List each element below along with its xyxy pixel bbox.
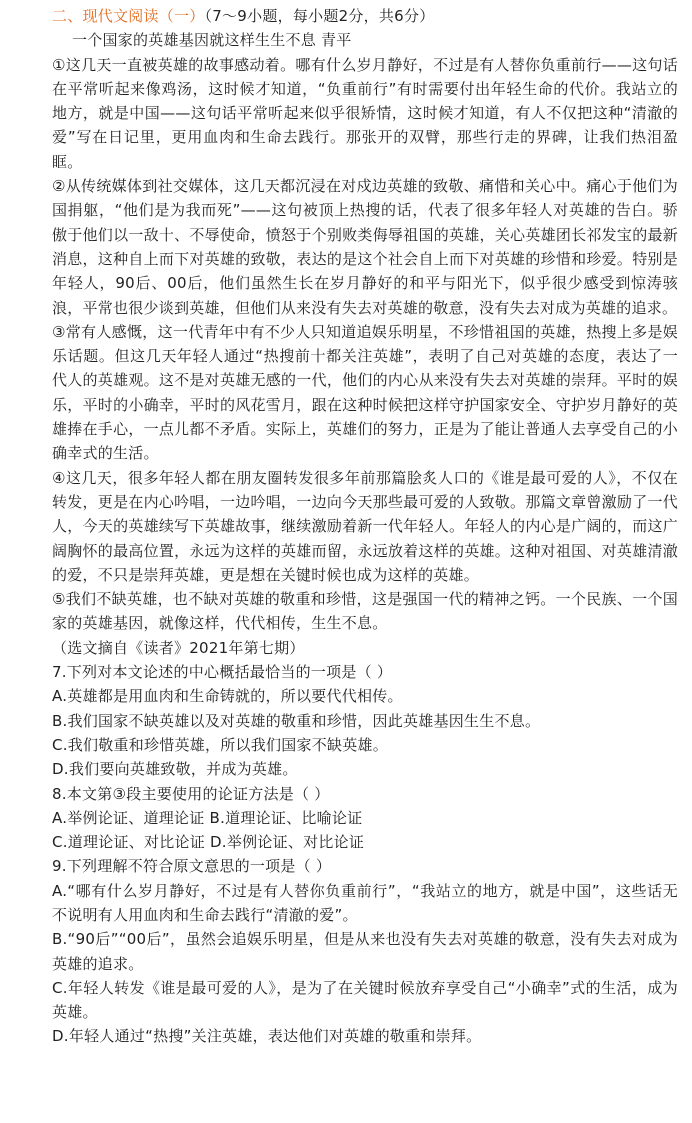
question-option: D.我们要向英雄致敬，并成为英雄。 (52, 760, 298, 779)
article-paragraph: ②从传统媒体到社交媒体，这几天都沉浸在对戍边英雄的致敬、痛惜和关心中。痛心于他们为国捐躯，“他们是为我而死”——这句被顶上热搜的话，代表了很多年轻人对英雄的告白。骄傲于他们以一敌十、不辱使命，愤怒于个别败类侮辱祖国的英雄，关心英雄团长祁发宝的最新消息，这种自上而下对英雄的致敬，表达的是这个社会自上而下对英雄的珍惜和珍爱。特别是年轻人，90后、00后，他们虽然生长在岁月静好的和平与阳光下，似乎很少感受到惊涛骇浪，平常也很少谈到英雄，但他们从来没有失去对英雄的敬意，没有失去对成为英雄的追求。 (52, 177, 678, 317)
question-stem: 8.本文第③段主要使用的论证方法是（ ） (52, 784, 330, 803)
question-option: A.“哪有什么岁月静好，不过是有人替你负重前行”，“我站立的地方，就是中国”，这些话无不说明有人用血肉和生命去践行“清澈的爱”。 (52, 881, 678, 924)
question-option: D.年轻人通过“热搜”关注英雄，表达他们对英雄的敬重和崇拜。 (52, 1027, 482, 1046)
question-9 (52, 854, 678, 1048)
article-title: 一个国家的英雄基因就这样生生不息 青平 (72, 31, 352, 50)
question-7 (52, 660, 678, 781)
question-stem: 9.下列理解不符合原文意思的一项是（ ） (52, 857, 332, 876)
question-option: C.年轻人转发《谁是最可爱的人》，是为了在关键时候放弃享受自己“小确幸”式的生活，成为英雄。 (52, 978, 678, 1022)
question-8 (52, 782, 678, 855)
article-body (52, 53, 678, 636)
question-option: A.举例论证、道理论证 B.道理论证、比喻论证 (52, 808, 363, 827)
article-paragraph: ①这几天一直被英雄的故事感动着。哪有什么岁月静好，不过是有人替你负重前行——这句话在平常听起来像鸡汤，这时候才知道，“负重前行”有时需要付出年轻生命的代价。我站立的地方，就是中国——这句话平常听起来似乎很矫情，这时候才知道，有人不仅把这种“清澈的爱”写在日记里，更用血肉和生命去践行。那张开的双臂，那些行走的界碑，让我们热泪盈眶。 (52, 55, 678, 171)
section-heading (52, 4, 678, 28)
article-source: （选文摘自《读者》2021年第七期） (52, 638, 305, 657)
reading-section (52, 4, 678, 1049)
article-paragraph: ⑤我们不缺英雄，也不缺对英雄的敬重和珍惜，这是强国一代的精神之钙。一个民族、一个国家的英雄基因，就像这样，代代相传，生生不息。 (52, 590, 678, 633)
section-label: 二、现代文阅读（一） (52, 7, 205, 25)
article-paragraph: ④这几天，很多年轻人都在朋友圈转发很多年前那篇脍炙人口的《谁是最可爱的人》，不仅在转发，更是在内心吟唱，一边吟唱，一边向今天那些最可爱的人致敬。那篇文章曾激励了一代人，今天的英雄续写下英雄故事，继续激励着新一代年轻人。年轻人的内心是广阔的，而这广阔胸怀的最高位置，永远为这样的英雄而留，永远放着这样的英雄。这种对祖国、对英雄清澈的爱，不只是崇拜英雄，更是想在关键时候也成为这样的英雄。 (52, 468, 678, 584)
question-option: C.我们敬重和珍惜英雄，所以我们国家不缺英雄。 (52, 735, 388, 754)
article-paragraph: ③常有人感慨，这一代青年中有不少人只知道追娱乐明星，不珍惜祖国的英雄，热搜上多是娱乐话题。但这几天年轻人通过“热搜前十都关注英雄”，表明了自己对英雄的态度，表达了一代人的英雄观。这不是对英雄无感的一代，他们的内心从来没有失去对英雄的崇拜。平时的娱乐，平时的小确幸，平时的风花雪月，跟在这种时候把这样守护国家安全、守护岁月静好的英雄捧在手心，一点儿都不矛盾。实际上，英雄们的努力，正是为了能让普通人去享受自己的小确幸式的生活。 (52, 322, 678, 463)
section-note: （7～9小题，每小题2分，共6分） (204, 7, 435, 25)
question-option: C.道理论证、对比论证 D.举例论证、对比论证 (52, 833, 365, 852)
question-option: B.“90后”“00后”，虽然会追娱乐明星，但是从来也没有失去对英雄的敬意，没有失去对成为英雄的追求。 (52, 930, 678, 973)
question-option: B.我们国家不缺英雄以及对英雄的敬重和珍惜，因此英雄基因生生不息。 (52, 711, 541, 730)
question-option: A.英雄都是用血肉和生命铸就的，所以要代代相传。 (52, 687, 403, 706)
question-stem: 7.下列对本文论述的中心概括最恰当的一项是（ ） (52, 663, 393, 682)
